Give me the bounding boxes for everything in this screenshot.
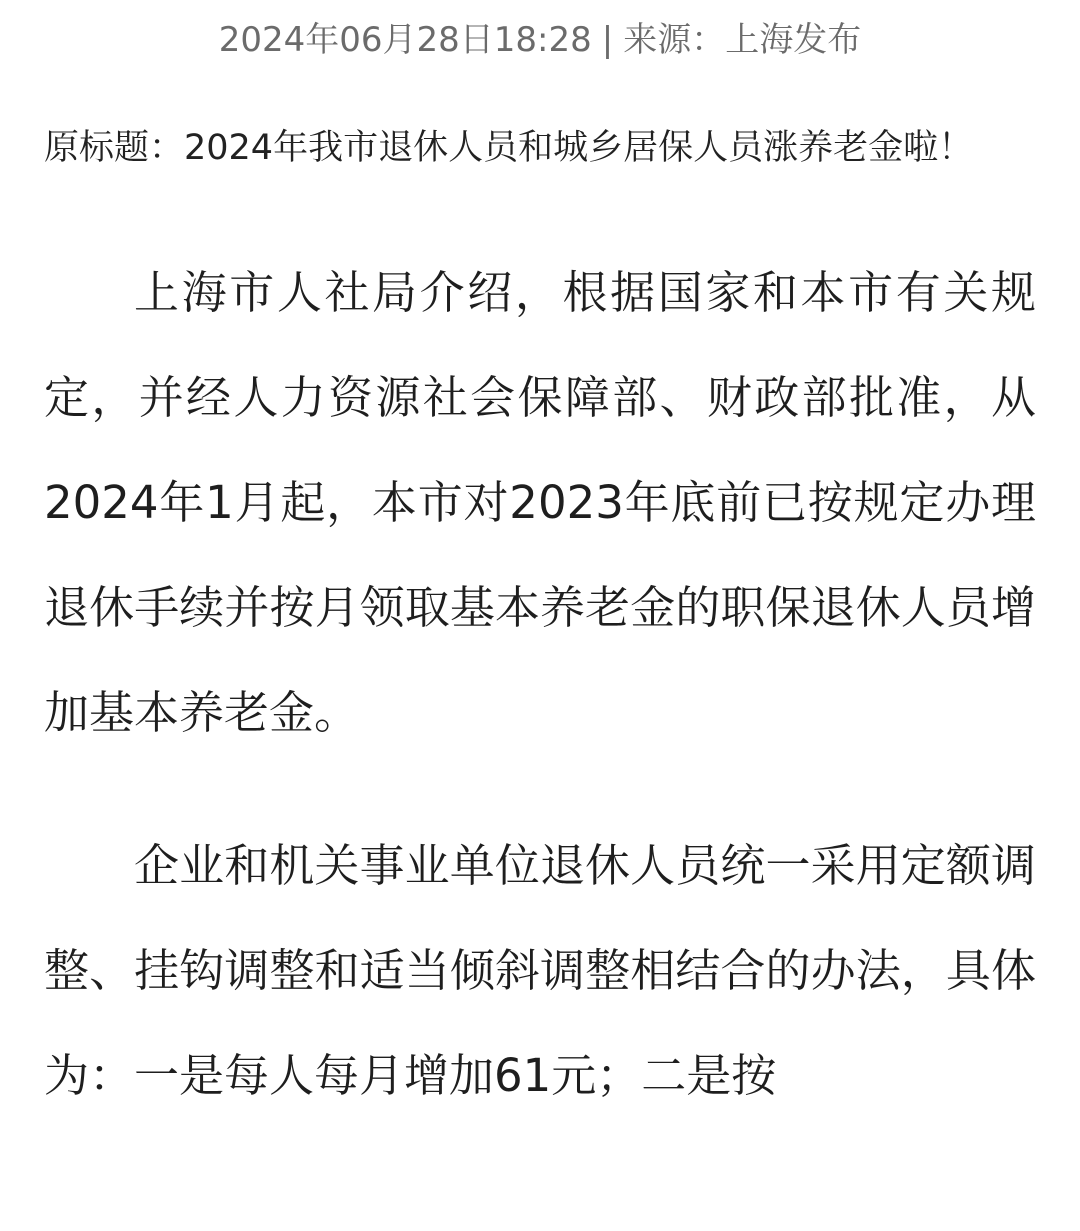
publish-datetime: 2024年06月28日18:28 bbox=[218, 20, 592, 60]
article-meta bbox=[44, 0, 1036, 60]
article-paragraph-1: 上海市人社局介绍，根据国家和本市有关规定，并经人力资源社会保障部、财政部批准，从2024年1月起，本市对2023年底前已按规定办理退休手续并按月领取基本养老金的职保退休人员增加基本养老金。 bbox=[44, 266, 1036, 739]
original-title: 原标题：2024年我市退休人员和城乡居保人员涨养老金啦！ bbox=[44, 128, 974, 168]
meta-separator: | bbox=[601, 20, 614, 60]
article-paragraph-2: 企业和机关事业单位退休人员统一采用定额调整、挂钩调整和适当倾斜调整相结合的办法，具体为：一是每人每月增加61元；二是按 bbox=[44, 839, 1036, 1102]
article-source: 来源：上海发布 bbox=[623, 20, 862, 60]
